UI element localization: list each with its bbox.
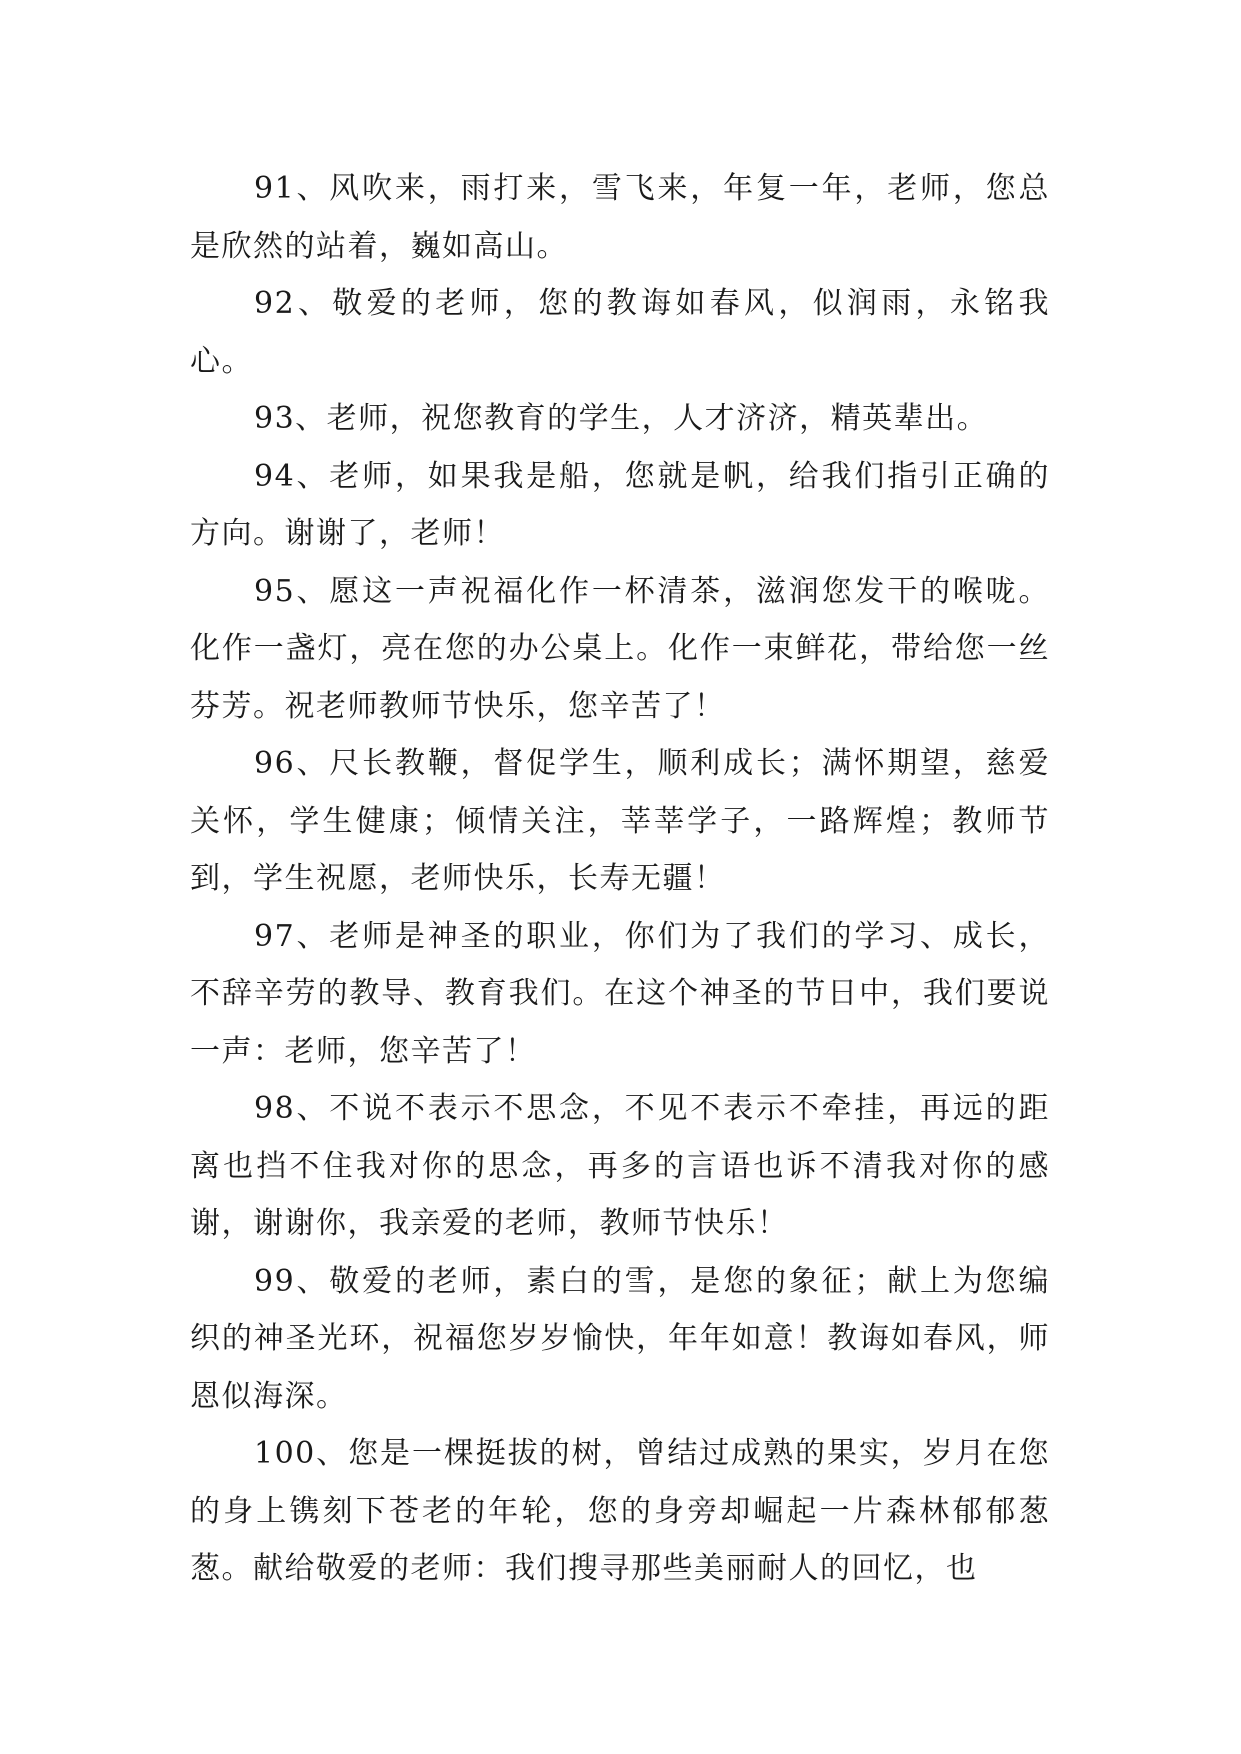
paragraph-91: 91、风吹来，雨打来，雪飞来，年复一年，老师，您总是欣然的站着，巍如高山。: [190, 171, 1050, 264]
paragraph-92: 92、敬爱的老师，您的教诲如春风，似润雨，永铭我心。: [190, 286, 1050, 379]
paragraph-95: 95、愿这一声祝福化作一杯清茶，滋润您发干的喉咙。化作一盏灯，亮在您的办公桌上。化作一束鲜花，带给您一丝芬芳。祝老师教师节快乐，您辛苦了！: [190, 573, 1050, 724]
paragraph-93: 93、老师，祝您教育的学生，人才济济，精英辈出。: [254, 401, 989, 436]
paragraph-100: 100、您是一棵挺拔的树，曾结过成熟的果实，岁月在您的身上镌刻下苍老的年轮，您的身旁却崛起一片森林郁郁葱葱。献给敬爱的老师：我们搜寻那些美丽耐人的回忆，也: [190, 1436, 1050, 1586]
paragraph-99: 99、敬爱的老师，素白的雪，是您的象征；献上为您编织的神圣光环，祝福您岁岁愉快，年年如意！教诲如春风，师恩似海深。: [190, 1263, 1050, 1414]
paragraph-96: 96、尺长教鞭，督促学生，顺利成长；满怀期望，慈爱关怀，学生健康；倾情关注，莘莘学子，一路辉煌；教师节到，学生祝愿，老师快乐，长寿无疆！: [190, 746, 1050, 896]
document-body: [190, 160, 1050, 1598]
paragraph-97: 97、老师是神圣的职业，你们为了我们的学习、成长，不辞辛劳的教导、教育我们。在这个神圣的节日中，我们要说一声：老师，您辛苦了！: [190, 918, 1050, 1069]
paragraph-94: 94、老师，如果我是船，您就是帆，给我们指引正确的方向。谢谢了，老师！: [190, 458, 1050, 551]
paragraph-98: 98、不说不表示不思念，不见不表示不牵挂，再远的距离也挡不住我对你的思念，再多的言语也诉不清我对你的感谢，谢谢你，我亲爱的老师，教师节快乐！: [190, 1091, 1050, 1241]
